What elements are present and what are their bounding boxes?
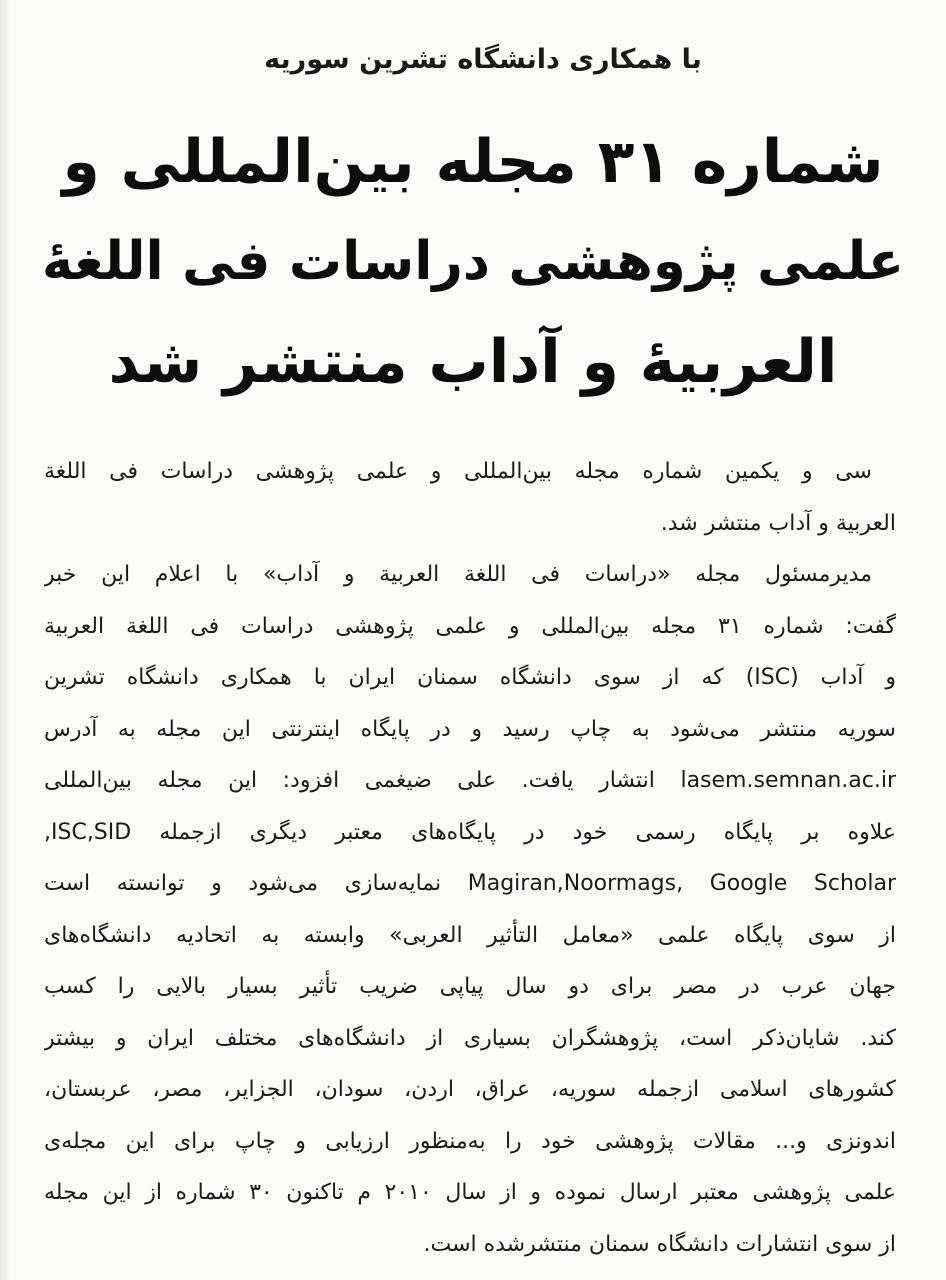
body-line: مدیرمسئول مجله «دراسات فی اللغة العربیة و آداب» با اعلام این خبر xyxy=(44,562,872,587)
body-line: اندونزی و... مقالات پژوهشی خود را به‌منظور ارزیابی و چاپ برای این مجله‌ی xyxy=(44,1128,896,1154)
body-line: Magiran,Noormags, Google Scholar نمایه‌سازی می‌شود و توانسته است xyxy=(44,871,896,896)
body-line: کشورهای اسلامی ازجمله سوریه، عراق، اردن، سودان، الجزایر، مصر، عربستان، xyxy=(44,1077,896,1102)
article-headline xyxy=(40,112,906,412)
headline-line: علمی پژوهشی دراسات فی اللغهٔ xyxy=(41,231,905,292)
article-body xyxy=(44,446,896,1270)
body-line: lasem.semnan.ac.ir انتشار یافت. علی ضیغمی افزود: این مجله بین‌المللی xyxy=(44,768,896,793)
article-kicker: با همکاری دانشگاه تشرین سوریه xyxy=(264,44,702,75)
body-line: جهان عرب در مصر برای دو سال پیاپی ضریب تأثیر بسیار بالایی را کسب xyxy=(44,974,896,999)
headline-line: شماره ۳۱ مجله بین‌المللی و xyxy=(62,127,884,197)
body-line: العربیة و آداب منتشر شد. xyxy=(660,510,896,536)
body-line: از سوی انتشارات دانشگاه سمنان منتشرشده است. xyxy=(423,1231,896,1257)
body-line: گفت: شماره ۳۱ مجله بین‌المللی و علمی پژوهشی دراسات فی اللغة العربیة xyxy=(44,613,896,639)
body-line: سی و یکمین شماره مجله بین‌المللی و علمی پژوهشی دراسات فی اللغة xyxy=(44,459,872,484)
body-line: علمی پژوهشی معتبر ارسال نموده و از سال ۲۰۱۰ م تاکنون ۳۰ شماره از این مجله xyxy=(44,1180,896,1205)
body-line: کند. شایان‌ذکر است، پژوهشگران بسیاری از دانشگاه‌های مختلف ایران و بیشتر xyxy=(44,1025,896,1051)
body-line: علاوه بر پایگاه رسمی خود در پایگاه‌های معتبر دیگری ازجمله ISC,SID, xyxy=(44,819,896,845)
body-line: از سوی پایگاه علمی «معامل التأثیر العربی» وابسته به اتحادیه دانشگاه‌های xyxy=(44,922,896,948)
body-line: و آداب (ISC) که از سوی دانشگاه سمنان ایران با همکاری دانشگاه تشرین xyxy=(44,665,896,690)
body-line: سوریه منتشر می‌شود به چاپ رسید و در پایگاه اینترنتی این مجله به آدرس xyxy=(44,716,896,742)
headline-line: العربیهٔ و آداب منتشر شد xyxy=(108,327,838,397)
page-edge-shadow xyxy=(0,0,10,1280)
